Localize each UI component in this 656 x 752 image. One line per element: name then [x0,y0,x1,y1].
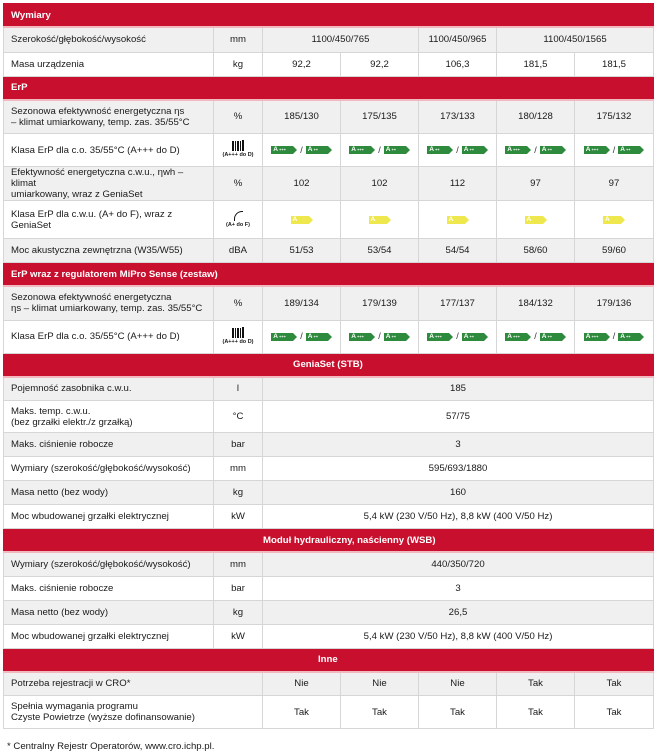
value-cell: 59/60 [575,239,654,263]
value-cell: Nie [263,672,341,696]
table-row [4,457,654,481]
table-row [4,52,654,76]
value-cell: 57/75 [263,401,654,433]
value-cell: 54/54 [419,239,497,263]
value-cell: Tak [497,696,575,729]
value-cell: 179/139 [341,286,419,320]
energy-class-badge: A +++ [271,333,293,341]
row-label: Masa urządzenia [4,52,214,76]
row-unit: dBA [214,239,263,263]
section-header-wsb [4,529,654,553]
unit-sub: (A+++ do D) [222,152,254,158]
spec-table [3,3,654,729]
energy-class-cell [575,320,654,353]
table-row [4,433,654,457]
row-unit: % [214,286,263,320]
energy-class-cell [341,320,419,353]
value-cell: 595/693/1880 [263,457,654,481]
table-row [4,624,654,648]
value-cell: 179/136 [575,286,654,320]
value-cell: 102 [263,167,341,201]
energy-class-badge: A ++ [540,146,562,154]
row-label: Masa netto (bez wody) [4,481,214,505]
row-label: Moc wbudowanej grzałki elektrycznej [4,505,214,529]
value-cell: 1100/450/1565 [497,27,654,52]
separator: / [612,144,616,155]
value-cell: 181,5 [575,52,654,76]
table-row [4,552,654,576]
value-cell: Tak [263,696,341,729]
row-label: Spełnia wymagania programu Czyste Powietrze (wyższe dofinansowanie) [4,696,263,729]
row-unit: bar [214,433,263,457]
value-cell: 160 [263,481,654,505]
energy-class-badge: A [447,216,465,224]
section-header-erp [4,76,654,100]
table-row [4,672,654,696]
table-row [4,320,654,353]
value-cell: 1100/450/765 [263,27,419,52]
separator: / [612,331,616,341]
row-label: Maks. temp. c.w.u. (bez grzałki elektr./z grzałką) [4,401,214,433]
separator: / [534,331,537,341]
section-header-erp-mipro [4,263,654,287]
row-unit: mm [214,457,263,481]
section-title: GeniaSet (STB) [263,353,654,377]
row-unit [214,134,263,167]
separator: / [456,331,459,341]
energy-class-cell [419,134,497,167]
energy-class-badge: A [369,216,387,224]
row-unit: l [214,377,263,401]
table-row [4,600,654,624]
energy-class-badge: A ++ [618,146,640,154]
energy-class-badge: A ++ [618,333,640,341]
energy-class-badge: A ++ [384,333,406,341]
row-unit: % [214,100,263,134]
energy-class-cell [341,134,419,167]
value-cell: 3 [263,576,654,600]
row-unit: bar [214,576,263,600]
energy-class-cell [575,134,654,167]
separator: / [534,144,537,155]
value-cell: Tak [419,696,497,729]
energy-class-badge: A ++ [427,146,449,154]
table-row [4,481,654,505]
value-cell: 185 [263,377,654,401]
row-label: Wymiary (szerokość/głębokość/wysokość) [4,552,214,576]
row-unit: % [214,167,263,201]
value-cell: 181,5 [497,52,575,76]
energy-class-cell [497,134,575,167]
energy-class-badge: A +++ [349,333,371,341]
value-cell: 97 [575,167,654,201]
value-cell: 189/134 [263,286,341,320]
energy-class-cell [263,320,341,353]
radiator-icon [232,328,244,338]
value-cell: Nie [341,672,419,696]
value-cell: 175/132 [575,100,654,134]
value-cell: 440/350/720 [263,552,654,576]
energy-class-badge: A +++ [349,146,371,154]
row-label: Maks. ciśnienie robocze [4,576,214,600]
section-header-inne [4,648,654,672]
row-label: Pojemność zasobnika c.w.u. [4,377,214,401]
energy-class-badge: A +++ [584,146,606,154]
table-row [4,201,654,239]
value-cell: 3 [263,433,654,457]
value-cell: Nie [419,672,497,696]
row-label: Moc wbudowanej grzałki elektrycznej [4,624,214,648]
energy-class-badge: A [291,216,309,224]
row-unit: kg [214,52,263,76]
row-unit: mm [214,552,263,576]
table-row [4,505,654,529]
row-unit: kg [214,600,263,624]
table-row [4,239,654,263]
value-cell: 175/135 [341,100,419,134]
table-row [4,401,654,433]
section-title: ErP [4,76,654,100]
table-row [4,100,654,134]
row-label: Klasa ErP dla c.o. 35/55°C (A+++ do D) [4,320,214,353]
footnote: * Centralny Rejestr Operatorów, www.cro.ichp.pl. [7,741,215,752]
table-row [4,696,654,729]
row-unit: kg [214,481,263,505]
table-row [4,576,654,600]
value-cell: 112 [419,167,497,201]
value-cell: 97 [497,167,575,201]
value-cell: 102 [341,167,419,201]
energy-class-badge: A ++ [384,146,406,154]
row-label: Efektywność energetyczna c.w.u., ηwh – klimat umiarkowany, wraz z GeniaSet [4,167,214,201]
value-cell: Tak [575,696,654,729]
table-row [4,167,654,201]
row-label: Wymiary (szerokość/głębokość/wysokość) [4,457,214,481]
value-cell: 92,2 [341,52,419,76]
value-cell: 92,2 [263,52,341,76]
separator: / [378,331,381,341]
energy-class-badge: A ++ [462,333,484,341]
energy-class-badge: A +++ [427,333,449,341]
value-cell: 1100/450/965 [419,27,497,52]
row-label: Klasa ErP dla c.w.u. (A+ do F), wraz z GeniaSet [4,201,214,239]
energy-class-badge: A ++ [306,146,328,154]
value-cell: Tak [497,672,575,696]
energy-class-cell [341,201,419,239]
energy-class-cell [575,201,654,239]
row-label: Potrzeba rejestracji w CRO* [4,672,263,696]
table-row [4,377,654,401]
value-cell: 173/133 [419,100,497,134]
table-row [4,27,654,52]
row-label: Klasa ErP dla c.o. 35/55°C (A+++ do D) [4,134,214,167]
separator: / [300,144,303,155]
energy-class-cell [263,134,341,167]
value-cell: 184/132 [497,286,575,320]
row-label: Sezonowa efektywność energetyczna ηs – klimat umiarkowany, temp. zas. 35/55°C [4,100,214,134]
row-unit: °C [214,401,263,433]
value-cell: Tak [341,696,419,729]
energy-class-badge: A +++ [505,333,527,341]
table-row [4,286,654,320]
separator: / [456,144,459,155]
energy-class-cell [419,201,497,239]
energy-class-badge: A [603,216,621,224]
value-cell: 5,4 kW (230 V/50 Hz), 8,8 kW (400 V/50 Hz) [263,624,654,648]
value-cell: 51/53 [263,239,341,263]
value-cell: 5,4 kW (230 V/50 Hz), 8,8 kW (400 V/50 Hz) [263,505,654,529]
energy-class-badge: A +++ [271,146,293,154]
unit-sub: (A+ do F) [226,221,250,228]
section-title: Wymiary [4,4,654,28]
value-cell: Tak [575,672,654,696]
row-unit [214,320,263,353]
separator: / [300,331,303,341]
energy-class-badge: A ++ [540,333,562,341]
tap-icon [234,211,243,221]
section-title: Moduł hydrauliczny, naścienny (WSB) [263,529,654,553]
table-row [4,134,654,167]
row-unit: mm [214,27,263,52]
energy-class-badge: A +++ [505,146,527,154]
energy-class-badge: A ++ [306,333,328,341]
section-header-geniaset [4,353,654,377]
energy-class-cell [419,320,497,353]
section-title: Inne [263,648,654,672]
value-cell: 185/130 [263,100,341,134]
value-cell: 53/54 [341,239,419,263]
separator: / [378,144,381,155]
energy-class-cell [263,201,341,239]
unit-sub: (A+++ do D) [222,338,254,345]
row-label: Szerokość/głębokość/wysokość [4,27,214,52]
row-unit: kW [214,505,263,529]
energy-class-badge: A +++ [584,333,606,341]
energy-class-badge: A [525,216,543,224]
value-cell: 180/128 [497,100,575,134]
row-label: Masa netto (bez wody) [4,600,214,624]
spec-sheet [3,3,653,752]
row-unit [214,201,263,239]
energy-class-cell [497,201,575,239]
radiator-icon [232,141,244,151]
value-cell: 26,5 [263,600,654,624]
energy-class-cell [497,320,575,353]
row-label: Sezonowa efektywność energetyczna ηs – klimat umiarkowany, temp. zas. 35/55°C [4,286,214,320]
row-label: Moc akustyczna zewnętrzna (W35/W55) [4,239,214,263]
energy-class-badge: A ++ [462,146,484,154]
value-cell: 106,3 [419,52,497,76]
value-cell: 58/60 [497,239,575,263]
row-unit: kW [214,624,263,648]
row-label: Maks. ciśnienie robocze [4,433,214,457]
section-header-wymiary [4,4,654,28]
value-cell: 177/137 [419,286,497,320]
section-title: ErP wraz z regulatorem MiPro Sense (zestaw) [4,263,654,287]
